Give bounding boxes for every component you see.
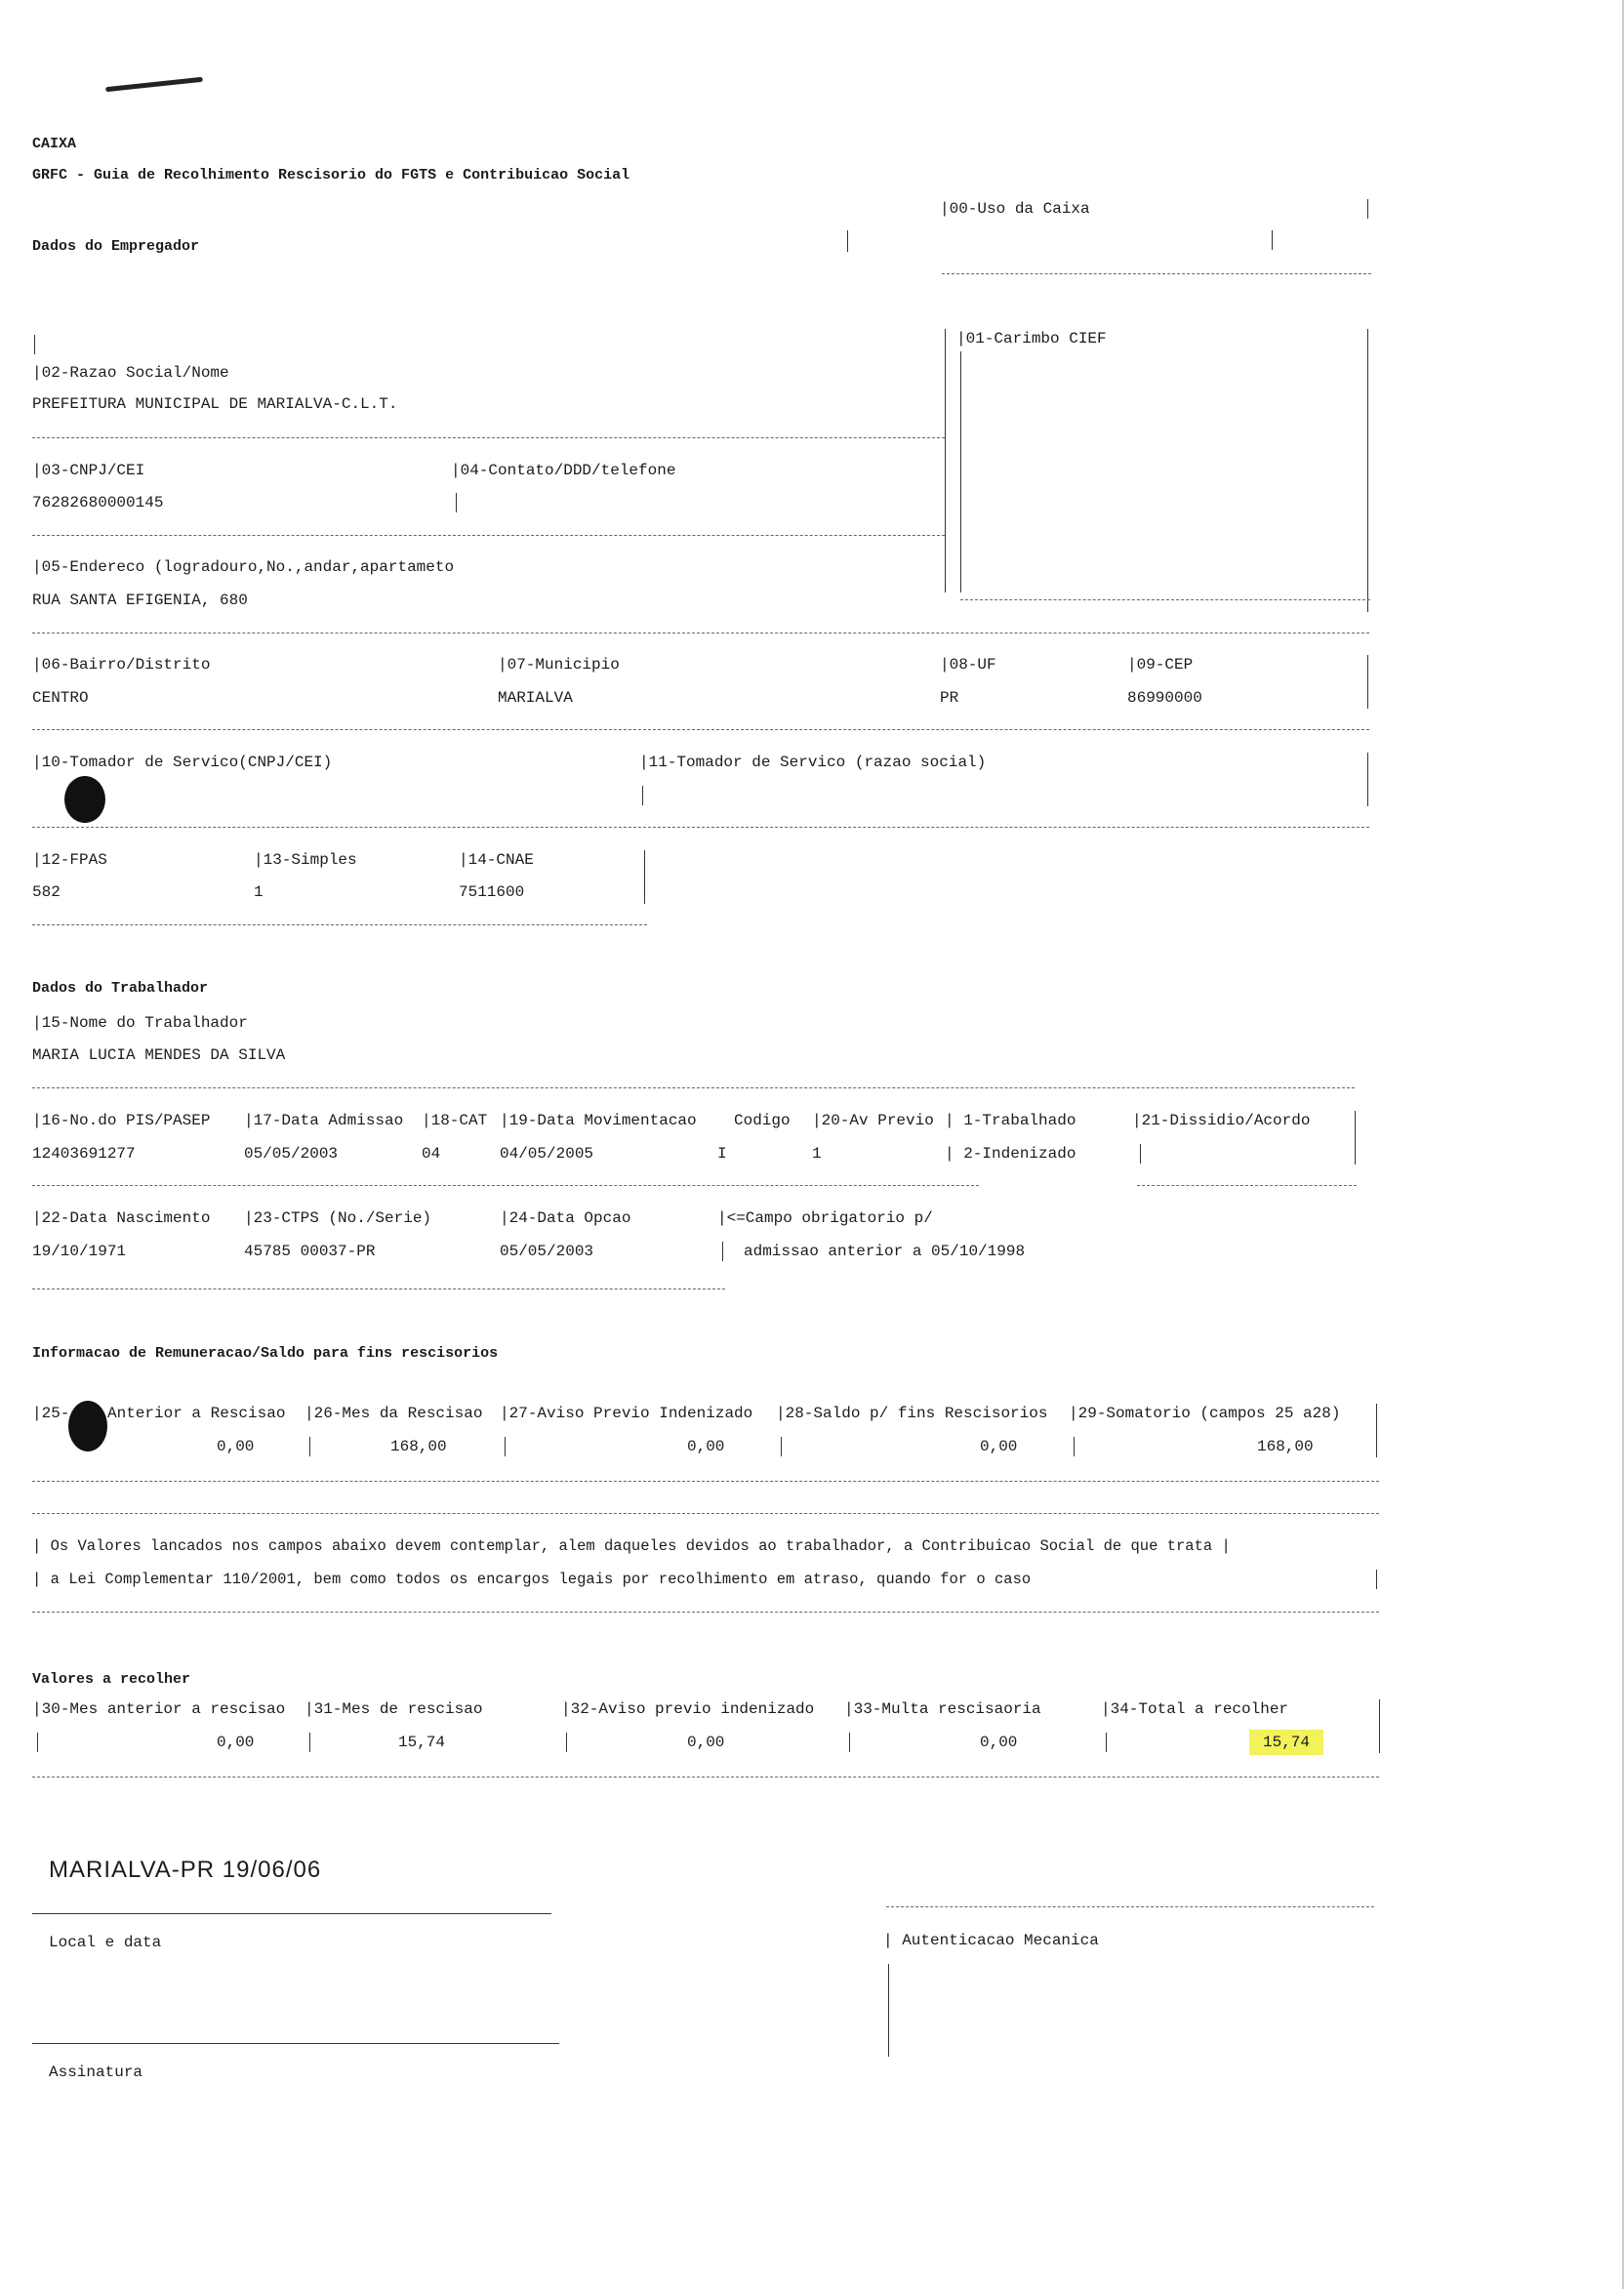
divider: [566, 1733, 567, 1752]
field-06-label: |06-Bairro/Distrito: [32, 656, 211, 674]
field-27-value: 0,00: [687, 1438, 725, 1455]
aviso-option-1: | 1-Trabalhado: [945, 1112, 1076, 1129]
divider: [456, 493, 457, 512]
signature-line: [32, 2043, 559, 2044]
section-worker: Dados do Trabalhador: [32, 980, 209, 997]
field-19-label: |19-Data Movimentacao: [500, 1112, 697, 1129]
divider: [32, 1777, 1379, 1778]
local-data-line: [32, 1913, 551, 1914]
divider: [886, 1906, 1374, 1907]
field-34-value-highlighted: 15,74: [1249, 1730, 1323, 1755]
divider: [1367, 199, 1368, 219]
divider: [32, 1185, 979, 1186]
field-02-value: PREFEITURA MUNICIPAL DE MARIALVA-C.L.T.: [32, 395, 398, 413]
field-19-value: 04/05/2005: [500, 1145, 594, 1163]
field-21-label: |21-Dissidio/Acordo: [1132, 1112, 1311, 1129]
field-29-value: 168,00: [1257, 1438, 1314, 1455]
field-12-label: |12-FPAS: [32, 851, 107, 869]
field-22-value: 19/10/1971: [32, 1243, 127, 1260]
field-05-value: RUA SANTA EFIGENIA, 680: [32, 592, 248, 609]
field-04-label: |04-Contato/DDD/telefone: [451, 462, 676, 479]
divider: [32, 1288, 725, 1289]
field-00-uso-caixa: |00-Uso da Caixa: [940, 200, 1090, 218]
field-18-label: |18-CAT: [422, 1112, 488, 1129]
divider: [309, 1437, 310, 1456]
divider: [1376, 1404, 1377, 1457]
field-30-value: 0,00: [217, 1734, 255, 1751]
place-date-handwritten: MARIALVA-PR 19/06/06: [49, 1857, 322, 1883]
field-33-label: |33-Multa rescisaoria: [844, 1700, 1041, 1718]
field-03-label: |03-CNPJ/CEI: [32, 462, 145, 479]
field-23-label: |23-CTPS (No./Serie): [244, 1209, 432, 1227]
field-24-label: |24-Data Opcao: [500, 1209, 631, 1227]
divider: [847, 230, 848, 252]
divider: [1355, 1111, 1356, 1165]
autenticacao-label: | Autenticacao Mecanica: [883, 1932, 1099, 1949]
divider: [37, 1733, 38, 1752]
field-12-value: 582: [32, 883, 61, 901]
divider: [960, 351, 961, 593]
field-14-value: 7511600: [459, 883, 525, 901]
field-13-value: 1: [254, 883, 264, 901]
field-28-label: |28-Saldo p/ fins Rescisorios: [776, 1405, 1048, 1422]
field-03-value: 76282680000145: [32, 494, 164, 511]
field-26-value: 168,00: [390, 1438, 447, 1455]
divider: [34, 335, 35, 354]
section-employer: Dados do Empregador: [32, 238, 200, 255]
divider: [1074, 1437, 1075, 1456]
divider: [849, 1733, 850, 1752]
divider: [642, 786, 643, 805]
divider: [32, 1612, 1379, 1613]
field-25-value: 0,00: [217, 1438, 255, 1455]
divider: [32, 729, 1369, 730]
field-01-carimbo-cief: |01-Carimbo CIEF: [956, 330, 1107, 347]
field-20-label: |20-Av Previo: [812, 1112, 934, 1129]
divider: [888, 1964, 889, 2057]
field-25-prefix: |25-: [32, 1405, 70, 1422]
field-08-label: |08-UF: [940, 656, 996, 674]
divider: [1376, 1570, 1377, 1589]
divider: [1106, 1733, 1107, 1752]
divider: [32, 535, 945, 536]
field-15-label: |15-Nome do Trabalhador: [32, 1014, 248, 1032]
field-13-label: |13-Simples: [254, 851, 357, 869]
divider: [960, 599, 1370, 600]
opcao-note-1: |<=Campo obrigatorio p/: [717, 1209, 933, 1227]
codigo-value: I: [717, 1145, 727, 1163]
divider: [1367, 655, 1368, 709]
field-16-label: |16-No.do PIS/PASEP: [32, 1112, 211, 1129]
field-20-value: 1: [812, 1145, 822, 1163]
field-32-label: |32-Aviso previo indenizado: [561, 1700, 815, 1718]
field-09-value: 86990000: [1127, 689, 1202, 707]
local-data-label: Local e data: [49, 1934, 162, 1951]
divider: [32, 1087, 1355, 1088]
divider: [781, 1437, 782, 1456]
divider: [644, 850, 645, 904]
field-31-label: |31-Mes de rescisao: [304, 1700, 483, 1718]
section-remuneracao: Informacao de Remuneracao/Saldo para fins rescisorios: [32, 1345, 499, 1362]
divider: [1379, 1699, 1380, 1753]
aviso-option-2: | 2-Indenizado: [945, 1145, 1076, 1163]
divider: [32, 633, 1369, 634]
divider: [505, 1437, 506, 1456]
signature-label: Assinatura: [49, 2064, 143, 2081]
field-15-value: MARIA LUCIA MENDES DA SILVA: [32, 1046, 286, 1064]
notice-line-2: | a Lei Complementar 110/2001, bem como todos os encargos legais por recolhimento em atraso, quando for o caso: [32, 1571, 1032, 1588]
divider: [1140, 1144, 1141, 1164]
field-02-label: |02-Razao Social/Nome: [32, 364, 229, 382]
field-27-label: |27-Aviso Previo Indenizado: [500, 1405, 753, 1422]
field-22-label: |22-Data Nascimento: [32, 1209, 211, 1227]
field-08-value: PR: [940, 689, 959, 707]
field-24-value: 05/05/2003: [500, 1243, 594, 1260]
field-05-label: |05-Endereco (logradouro,No.,andar,apartameto: [32, 558, 455, 576]
field-26-label: |26-Mes da Rescisao: [304, 1405, 483, 1422]
field-34-label: |34-Total a recolher: [1101, 1700, 1289, 1718]
divider: [309, 1733, 310, 1752]
notice-line-1: | Os Valores lancados nos campos abaixo devem contemplar, alem daqueles devidos ao trabalhador, a Contribuicao Social de que trata |: [32, 1537, 1231, 1555]
divider: [32, 437, 945, 438]
divider: [32, 924, 647, 925]
divider: [945, 329, 946, 593]
divider: [1367, 329, 1368, 612]
ink-blot: [68, 1401, 107, 1451]
field-14-label: |14-CNAE: [459, 851, 534, 869]
field-29-label: |29-Somatorio (campos 25 a28): [1069, 1405, 1341, 1422]
field-16-value: 12403691277: [32, 1145, 136, 1163]
field-18-value: 04: [422, 1145, 441, 1163]
field-25-label: Anterior a Rescisao: [107, 1405, 286, 1422]
field-32-value: 0,00: [687, 1734, 725, 1751]
divider: [1367, 753, 1368, 806]
field-10-label: |10-Tomador de Servico(CNPJ/CEI): [32, 754, 333, 771]
field-07-label: |07-Municipio: [498, 656, 620, 674]
field-28-value: 0,00: [980, 1438, 1018, 1455]
field-11-label: |11-Tomador de Servico (razao social): [639, 754, 987, 771]
divider: [32, 1513, 1379, 1514]
field-33-value: 0,00: [980, 1734, 1018, 1751]
pen-stroke-mark: [105, 77, 203, 92]
opcao-note-2: admissao anterior a 05/10/1998: [744, 1243, 1026, 1260]
field-31-value: 15,74: [398, 1734, 446, 1751]
ink-blot: [64, 776, 105, 823]
org-name: CAIXA: [32, 136, 77, 152]
field-30-label: |30-Mes anterior a rescisao: [32, 1700, 286, 1718]
field-07-value: MARIALVA: [498, 689, 573, 707]
divider: [1137, 1185, 1357, 1186]
field-17-value: 05/05/2003: [244, 1145, 339, 1163]
field-23-value: 45785 00037-PR: [244, 1243, 376, 1260]
form-title: GRFC - Guia de Recolhimento Rescisorio do FGTS e Contribuicao Social: [32, 167, 630, 184]
divider: [1272, 230, 1273, 250]
codigo-label: Codigo: [734, 1112, 791, 1129]
divider: [942, 273, 1371, 274]
field-09-label: |09-CEP: [1127, 656, 1194, 674]
divider: [722, 1242, 723, 1261]
divider: [32, 1481, 1379, 1482]
field-17-label: |17-Data Admissao: [244, 1112, 404, 1129]
section-recolher: Valores a recolher: [32, 1671, 191, 1688]
divider: [32, 827, 1369, 828]
field-06-value: CENTRO: [32, 689, 89, 707]
